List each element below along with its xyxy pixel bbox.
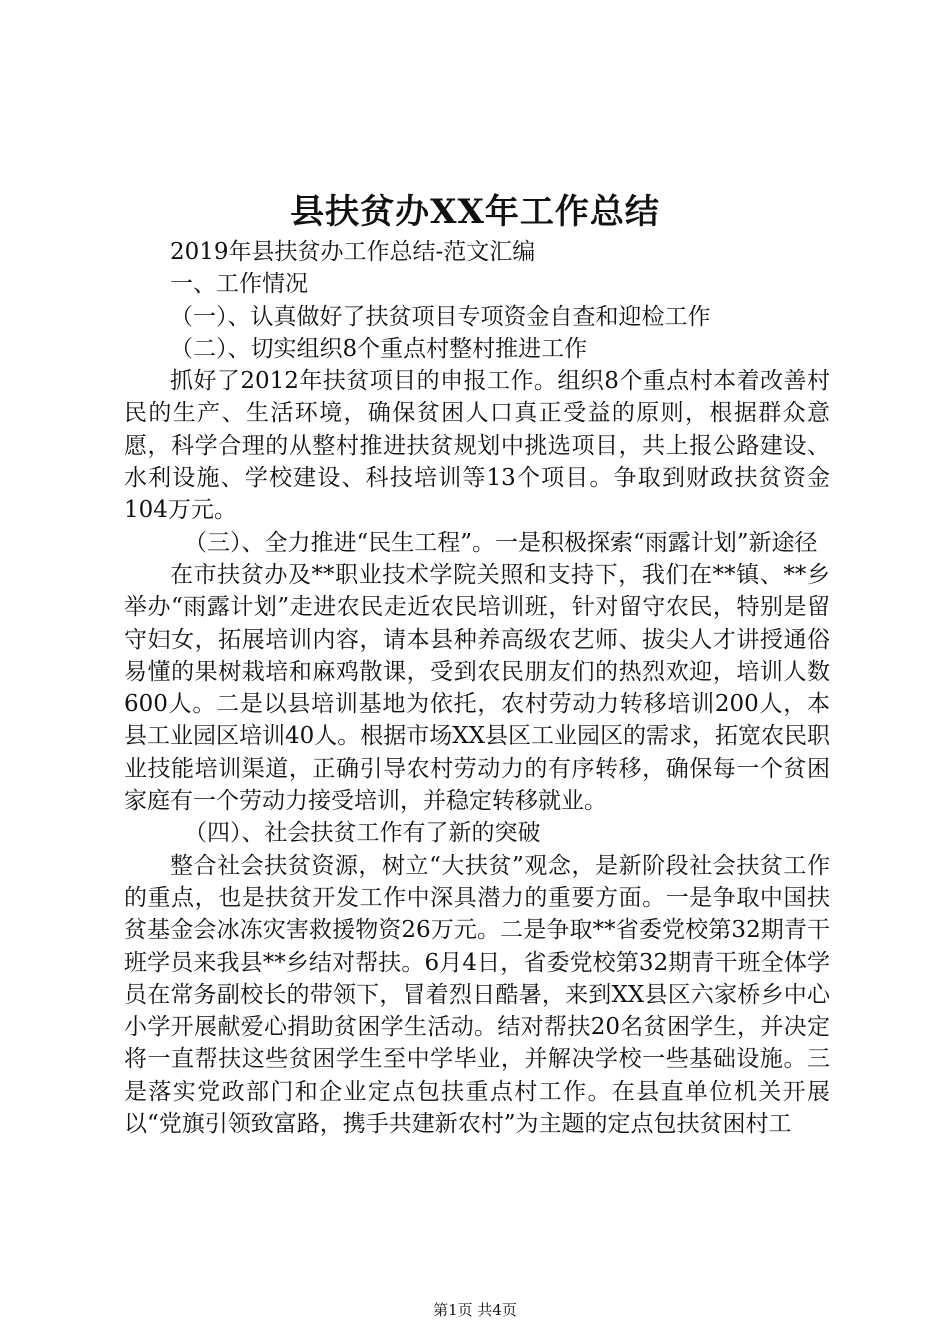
document-title: 县扶贫办XX年工作总结: [290, 192, 660, 232]
paragraph-item-2: （二）、切实组织8个重点村整村推进工作: [170, 335, 588, 362]
paragraph-body-2: 在市扶贫办及**职业技术学院关照和支持下，我们在**镇、**乡举办“雨露计划”走进农民走近农民培训班，针对留守农民，特别是留守妇女，拓展培训内容，请本县种养高级农艺师、拔尖人才讲授通俗易懂的果树栽培和麻鸡散课，受到农民朋友们的热烈欢迎，培训人数600人。二是以县培训基地为依托，农村劳动力转移培训200人，本县工业园区培训40人。根据市场XX县区工业园区的需求，拓宽农民职业技能培训渠道，正确引导农村劳动力的有序转移，确保每一个贫困家庭有一个劳动力接受培训，并稳定转移就业。: [124, 561, 831, 815]
paragraph-subtitle: 2019年县扶贫办工作总结-范文汇编: [170, 239, 536, 265]
paragraph-item-1: （一）、认真做好了扶贫项目专项资金自查和迎检工作: [170, 303, 711, 330]
page-footer: 第1页 共4页: [433, 1301, 517, 1319]
paragraph-body-3: 整合社会扶贫资源，树立“大扶贫”观念，是新阶段社会扶贫工作的重点，也是扶贫开发工作中深具潜力的重要方面。一是争取中国扶贫基金会冰冻灾害救援物资26万元。二是争取**省委党校第32期青干班学员来我县**乡结对帮扶。6月4日，省委党校第32期青干班全体学员在常务副校长的带领下，冒着烈日酷暑，来到XX县区六家桥乡中心小学开展献爱心捐助贫困学生活动。结对帮扶20名贫困学生，并决定将一直帮扶这些贫困学生至中学毕业，并解决学校一些基础设施。三是落实党政部门和企业定点包扶重点村工作。在县直单位机关开展以“党旗引领致富路，携手共建新农村”为主题的定点包扶贫困村工: [124, 852, 830, 1138]
paragraph-section-heading: 一、工作情况: [170, 271, 308, 298]
document-body: [124, 236, 830, 1140]
paragraph-item-4: （四）、社会扶贫工作有了新的突破: [184, 820, 541, 847]
paragraph-item-3: （三）、全力推进“民生工程”。一是积极探索“雨露计划”新途径: [184, 529, 818, 556]
paragraph-body-1: 抓好了2012年扶贫项目的申报工作。组织8个重点村本着改善村民的生产、生活环境，确保贫困人口真正受益的原则，根据群众意愿，科学合理的从整村推进扶贫规划中挑选项目，共上报公路建设、水利设施、学校建设、科技培训等13个项目。争取到财政扶贫资金104万元。: [124, 368, 830, 524]
